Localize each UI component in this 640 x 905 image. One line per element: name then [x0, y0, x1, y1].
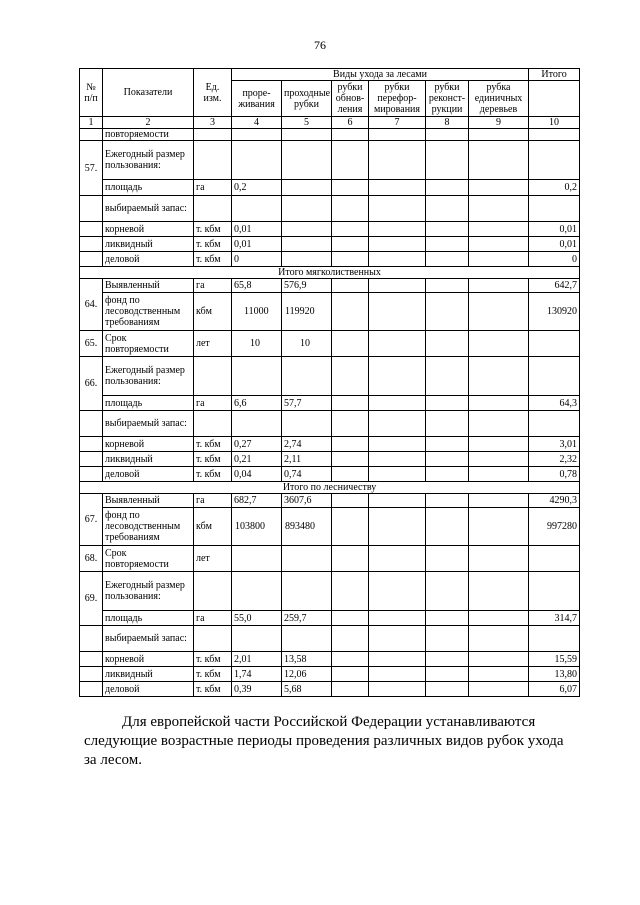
- row-unit: лет: [194, 546, 232, 572]
- table-row: [80, 437, 580, 452]
- row-label: деловой: [103, 682, 194, 697]
- header-reformation-cuts: рубки перефор- мирования: [369, 81, 426, 117]
- row-label: Выявленный: [103, 279, 194, 293]
- colnum: 9: [469, 117, 529, 129]
- header-total: Итого: [529, 69, 580, 81]
- table-row: [80, 611, 580, 626]
- row-label: Выявленный: [103, 494, 194, 508]
- table-row: [80, 682, 580, 697]
- table-row: [80, 279, 580, 293]
- table-row: [80, 141, 580, 180]
- cell-total: 0,01: [529, 237, 580, 252]
- cell-total: 0: [529, 252, 580, 267]
- cell-thinning: 2,01: [232, 652, 282, 667]
- cell-passage: 2,74: [282, 437, 332, 452]
- cell-total: 997280: [529, 508, 580, 546]
- table-row: [80, 467, 580, 482]
- cell-total: 0,01: [529, 222, 580, 237]
- row-number: 69.: [80, 572, 103, 626]
- section-title: Итого по лесничеству: [80, 482, 580, 494]
- cell-thinning: 65,8: [232, 279, 282, 293]
- row-label: Ежегодный размер пользования:: [103, 141, 194, 180]
- cell-thinning: 0,21: [232, 452, 282, 467]
- row-unit: т. кбм: [194, 682, 232, 697]
- table-row: [80, 452, 580, 467]
- row-label: корневой: [103, 222, 194, 237]
- cell-total: 314,7: [529, 611, 580, 626]
- table-row: [80, 237, 580, 252]
- cell-thinning: 103800: [232, 508, 282, 546]
- cell-total: 0,78: [529, 467, 580, 482]
- colnum: 10: [529, 117, 580, 129]
- row-unit: кбм: [194, 508, 232, 546]
- row-label: Ежегодный размер пользования:: [103, 572, 194, 611]
- row-unit: га: [194, 494, 232, 508]
- row-label: повторяемости: [103, 129, 194, 141]
- colnum: 5: [282, 117, 332, 129]
- row-unit: т. кбм: [194, 652, 232, 667]
- row-label: деловой: [103, 467, 194, 482]
- cell-passage: 10: [282, 331, 332, 357]
- paragraph-line: Для европейской части Российской Федерации устанавливаются: [122, 714, 536, 730]
- header-renewal-cuts: рубки обнов- ления: [332, 81, 369, 117]
- row-label: выбираемый запас:: [103, 626, 194, 652]
- cell-passage: 576,9: [282, 279, 332, 293]
- header-reconstruction-cuts: рубки реконст- рукции: [426, 81, 469, 117]
- row-number: 68.: [80, 546, 103, 572]
- row-unit: га: [194, 180, 232, 196]
- cell-passage: 5,68: [282, 682, 332, 697]
- header-unit: Ед. изм.: [194, 69, 232, 117]
- row-label: площадь: [103, 180, 194, 196]
- row-number: 57.: [80, 141, 103, 196]
- forest-care-table: [79, 68, 580, 697]
- cell-thinning: 11000: [232, 293, 282, 331]
- page-number: 76: [314, 38, 326, 52]
- row-label: корневой: [103, 437, 194, 452]
- row-unit: т. кбм: [194, 467, 232, 482]
- cell-thinning: 6,6: [232, 396, 282, 411]
- table-row: [80, 222, 580, 237]
- cell-thinning: 0,01: [232, 222, 282, 237]
- section-title: Итого мягколиственных: [80, 267, 580, 279]
- row-label: Ежегодный размер пользования:: [103, 357, 194, 396]
- row-unit: га: [194, 611, 232, 626]
- row-number: 67.: [80, 494, 103, 546]
- cell-passage: 0,74: [282, 467, 332, 482]
- paragraph-line: следующие возрастные периоды проведения различных видов рубок ухода: [84, 733, 564, 749]
- table-row: [80, 293, 580, 331]
- row-unit: т. кбм: [194, 237, 232, 252]
- cell-passage: 57,7: [282, 396, 332, 411]
- cell-thinning: 0,01: [232, 237, 282, 252]
- cell-total: 64,3: [529, 396, 580, 411]
- cell-passage: 119920: [282, 293, 332, 331]
- colnum: 8: [426, 117, 469, 129]
- cell-thinning: 1,74: [232, 667, 282, 682]
- cell-passage: 3607,6: [282, 494, 332, 508]
- colnum: 4: [232, 117, 282, 129]
- row-unit: т. кбм: [194, 667, 232, 682]
- row-label: площадь: [103, 611, 194, 626]
- row-label: корневой: [103, 652, 194, 667]
- header-indicators: Показатели: [103, 69, 194, 117]
- row-number: 65.: [80, 331, 103, 357]
- cell-thinning: 0,39: [232, 682, 282, 697]
- row-unit: т. кбм: [194, 452, 232, 467]
- section-row: [80, 482, 580, 494]
- row-number: 64.: [80, 279, 103, 331]
- row-label: ликвидный: [103, 237, 194, 252]
- table-row: [80, 252, 580, 267]
- cell-passage: 2,11: [282, 452, 332, 467]
- row-unit: кбм: [194, 293, 232, 331]
- colnum: 7: [369, 117, 426, 129]
- table-row: [80, 129, 580, 141]
- section-row: [80, 267, 580, 279]
- cell-total: 130920: [529, 293, 580, 331]
- header-thinning: проре- живания: [232, 81, 282, 117]
- table-row: [80, 508, 580, 546]
- cell-total: 2,32: [529, 452, 580, 467]
- row-label: площадь: [103, 396, 194, 411]
- table-row: [80, 652, 580, 667]
- table-row: [80, 494, 580, 508]
- row-label: Срок повторяемости: [103, 546, 194, 572]
- row-unit: т. кбм: [194, 437, 232, 452]
- table-row: [80, 331, 580, 357]
- cell-total: 15,59: [529, 652, 580, 667]
- row-label: выбираемый запас:: [103, 196, 194, 222]
- column-numbers-row: [80, 117, 580, 129]
- cell-thinning: 55,0: [232, 611, 282, 626]
- row-unit: га: [194, 396, 232, 411]
- cell-passage: 893480: [282, 508, 332, 546]
- table-row: [80, 572, 580, 611]
- row-label: ликвидный: [103, 667, 194, 682]
- cell-total: 0,2: [529, 180, 580, 196]
- header-total-empty: [529, 81, 580, 117]
- cell-total: 13,80: [529, 667, 580, 682]
- row-unit: т. кбм: [194, 252, 232, 267]
- colnum: 1: [80, 117, 103, 129]
- colnum: 6: [332, 117, 369, 129]
- body-paragraph: [84, 713, 580, 770]
- row-unit: лет: [194, 331, 232, 357]
- table-row: [80, 626, 580, 652]
- cell-total: 3,01: [529, 437, 580, 452]
- cell-total: 6,07: [529, 682, 580, 697]
- table-row: [80, 196, 580, 222]
- cell-thinning: 0,2: [232, 180, 282, 196]
- row-label: фонд по лесоводственным требованиям: [103, 508, 194, 546]
- colnum: 2: [103, 117, 194, 129]
- colnum: 3: [194, 117, 232, 129]
- table-row: [80, 667, 580, 682]
- cell-thinning: 10: [232, 331, 282, 357]
- cell-total: 642,7: [529, 279, 580, 293]
- row-unit: га: [194, 279, 232, 293]
- row-label: ликвидный: [103, 452, 194, 467]
- table-row: [80, 357, 580, 396]
- cell-thinning: 0,27: [232, 437, 282, 452]
- header-passage-cuts: проходные рубки: [282, 81, 332, 117]
- table-row: [80, 180, 580, 196]
- row-unit: т. кбм: [194, 222, 232, 237]
- table-row: [80, 546, 580, 572]
- table-row: [80, 396, 580, 411]
- table-row: [80, 411, 580, 437]
- row-label: деловой: [103, 252, 194, 267]
- row-label: Срок повторяемости: [103, 331, 194, 357]
- header-no: № п/п: [80, 69, 103, 117]
- paragraph-line: за лесом.: [84, 752, 142, 768]
- row-label: выбираемый запас:: [103, 411, 194, 437]
- cell-passage: 259,7: [282, 611, 332, 626]
- cell-passage: 12,06: [282, 667, 332, 682]
- row-label: фонд по лесоводственным требованиям: [103, 293, 194, 331]
- row-number: 66.: [80, 357, 103, 411]
- cell-thinning: 0,04: [232, 467, 282, 482]
- cell-thinning: 0: [232, 252, 282, 267]
- cell-total: 4290,3: [529, 494, 580, 508]
- cell-thinning: 682,7: [232, 494, 282, 508]
- header-single-tree-cuts: рубка единичных деревьев: [469, 81, 529, 117]
- cell-passage: 13,58: [282, 652, 332, 667]
- header-care-types: Виды ухода за лесами: [232, 69, 529, 81]
